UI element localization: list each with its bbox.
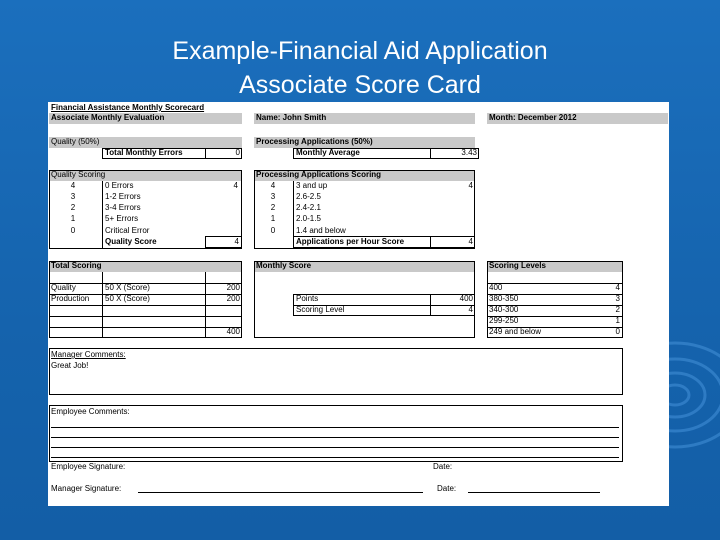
processing-scoring-result: 4 <box>468 181 473 190</box>
points-label: Points <box>296 294 319 303</box>
employee-date-label: Date: <box>433 462 453 471</box>
applications-score-label: Applications per Hour Score <box>296 237 405 246</box>
employee-signature-label: Employee Signature: <box>51 462 126 471</box>
scoring-level-range: 380-350 <box>489 294 519 303</box>
quality-scoring-score: 0 <box>70 226 76 235</box>
total-errors-value: 0 <box>235 148 240 157</box>
total-scoring-formula: 50 X (Score) <box>105 283 150 292</box>
manager-signature-label: Manager Signature: <box>51 484 122 493</box>
quality-scoring-score: 3 <box>70 192 76 201</box>
slide-title <box>0 34 720 102</box>
processing-scoring-label: 1.4 and below <box>296 226 346 235</box>
monthly-average-label: Monthly Average <box>296 148 360 157</box>
processing-scoring-label: 2.6-2.5 <box>296 192 321 201</box>
scoring-level-number: 3 <box>615 294 620 303</box>
slide-title-line-1: Example-Financial Aid Application <box>172 37 548 65</box>
processing-scoring-score: 1 <box>270 214 276 223</box>
quality-scoring-label: 3-4 Errors <box>105 203 141 212</box>
points-value: 400 <box>459 294 473 303</box>
manager-date-label: Date: <box>437 484 457 493</box>
slide-title-line-2: Associate Score Card <box>239 71 481 99</box>
quality-scoring-title: Quality Scoring <box>49 170 242 181</box>
evaluation-month: Month: December 2012 <box>487 113 668 124</box>
scoring-level-number: 4 <box>615 283 620 292</box>
quality-title: Quality (50%) <box>49 137 242 148</box>
scoring-level-number: 2 <box>615 305 620 314</box>
monthly-average-value: 3.43 <box>461 148 477 157</box>
processing-scoring-title: Processing Applications Scoring <box>254 170 475 181</box>
manager-signature-line[interactable] <box>138 492 423 493</box>
quality-score-value: 4 <box>234 237 239 246</box>
scoring-level-label: Scoring Level <box>296 305 345 314</box>
total-scoring-name: Quality <box>51 283 76 292</box>
scoring-level-number: 0 <box>615 327 620 336</box>
scorecard-header: Financial Assistance Monthly Scorecard <box>51 103 205 112</box>
evaluation-title: Associate Monthly Evaluation <box>49 113 242 124</box>
processing-scoring-score: 4 <box>270 181 276 190</box>
scoring-level-range: 400 <box>489 283 503 292</box>
processing-scoring-label: 3 and up <box>296 181 328 190</box>
total-scoring-total: 400 <box>226 327 240 336</box>
scoring-level-range: 299-250 <box>489 316 519 325</box>
total-scoring-value: 200 <box>226 283 240 292</box>
applications-score-value: 4 <box>468 237 473 246</box>
scoring-level-range: 340-300 <box>489 305 519 314</box>
total-errors-label: Total Monthly Errors <box>105 148 183 157</box>
total-scoring-name: Production <box>51 294 90 303</box>
processing-title: Processing Applications (50%) <box>254 137 475 148</box>
total-scoring-formula: 50 X (Score) <box>105 294 150 303</box>
quality-scoring-score: 1 <box>70 214 76 223</box>
scoring-level-range: 249 and below <box>489 327 542 336</box>
associate-name: Name: John Smith <box>254 113 475 124</box>
quality-scoring-label: Critical Error <box>105 226 150 235</box>
monthly-score-title: Monthly Score <box>254 261 475 272</box>
processing-scoring-score: 2 <box>270 203 276 212</box>
scoring-level-value: 4 <box>468 305 473 314</box>
quality-scoring-label: 0 Errors <box>105 181 134 190</box>
processing-scoring-label: 2.4-2.1 <box>296 203 321 212</box>
quality-scoring-score: 2 <box>70 203 76 212</box>
quality-scoring-result: 4 <box>233 181 238 190</box>
scoring-levels-title: Scoring Levels <box>487 261 623 272</box>
quality-score-label: Quality Score <box>105 237 157 246</box>
total-scoring-value: 200 <box>226 294 240 303</box>
employee-comments-label: Employee Comments: <box>51 407 130 416</box>
quality-scoring-score: 4 <box>70 181 76 190</box>
quality-scoring-label: 5+ Errors <box>105 214 139 223</box>
manager-comments-text: Great Job! <box>51 361 89 370</box>
quality-scoring-label: 1-2 Errors <box>105 192 141 201</box>
manager-date-line[interactable] <box>468 492 600 493</box>
scoring-level-number: 1 <box>615 316 620 325</box>
manager-comments-label: Manager Comments: <box>51 350 126 359</box>
processing-scoring-label: 2.0-1.5 <box>296 214 321 223</box>
total-scoring-title: Total Scoring <box>49 261 242 272</box>
scorecard-sheet <box>48 102 669 506</box>
processing-scoring-score: 0 <box>270 226 276 235</box>
processing-scoring-score: 3 <box>270 192 276 201</box>
